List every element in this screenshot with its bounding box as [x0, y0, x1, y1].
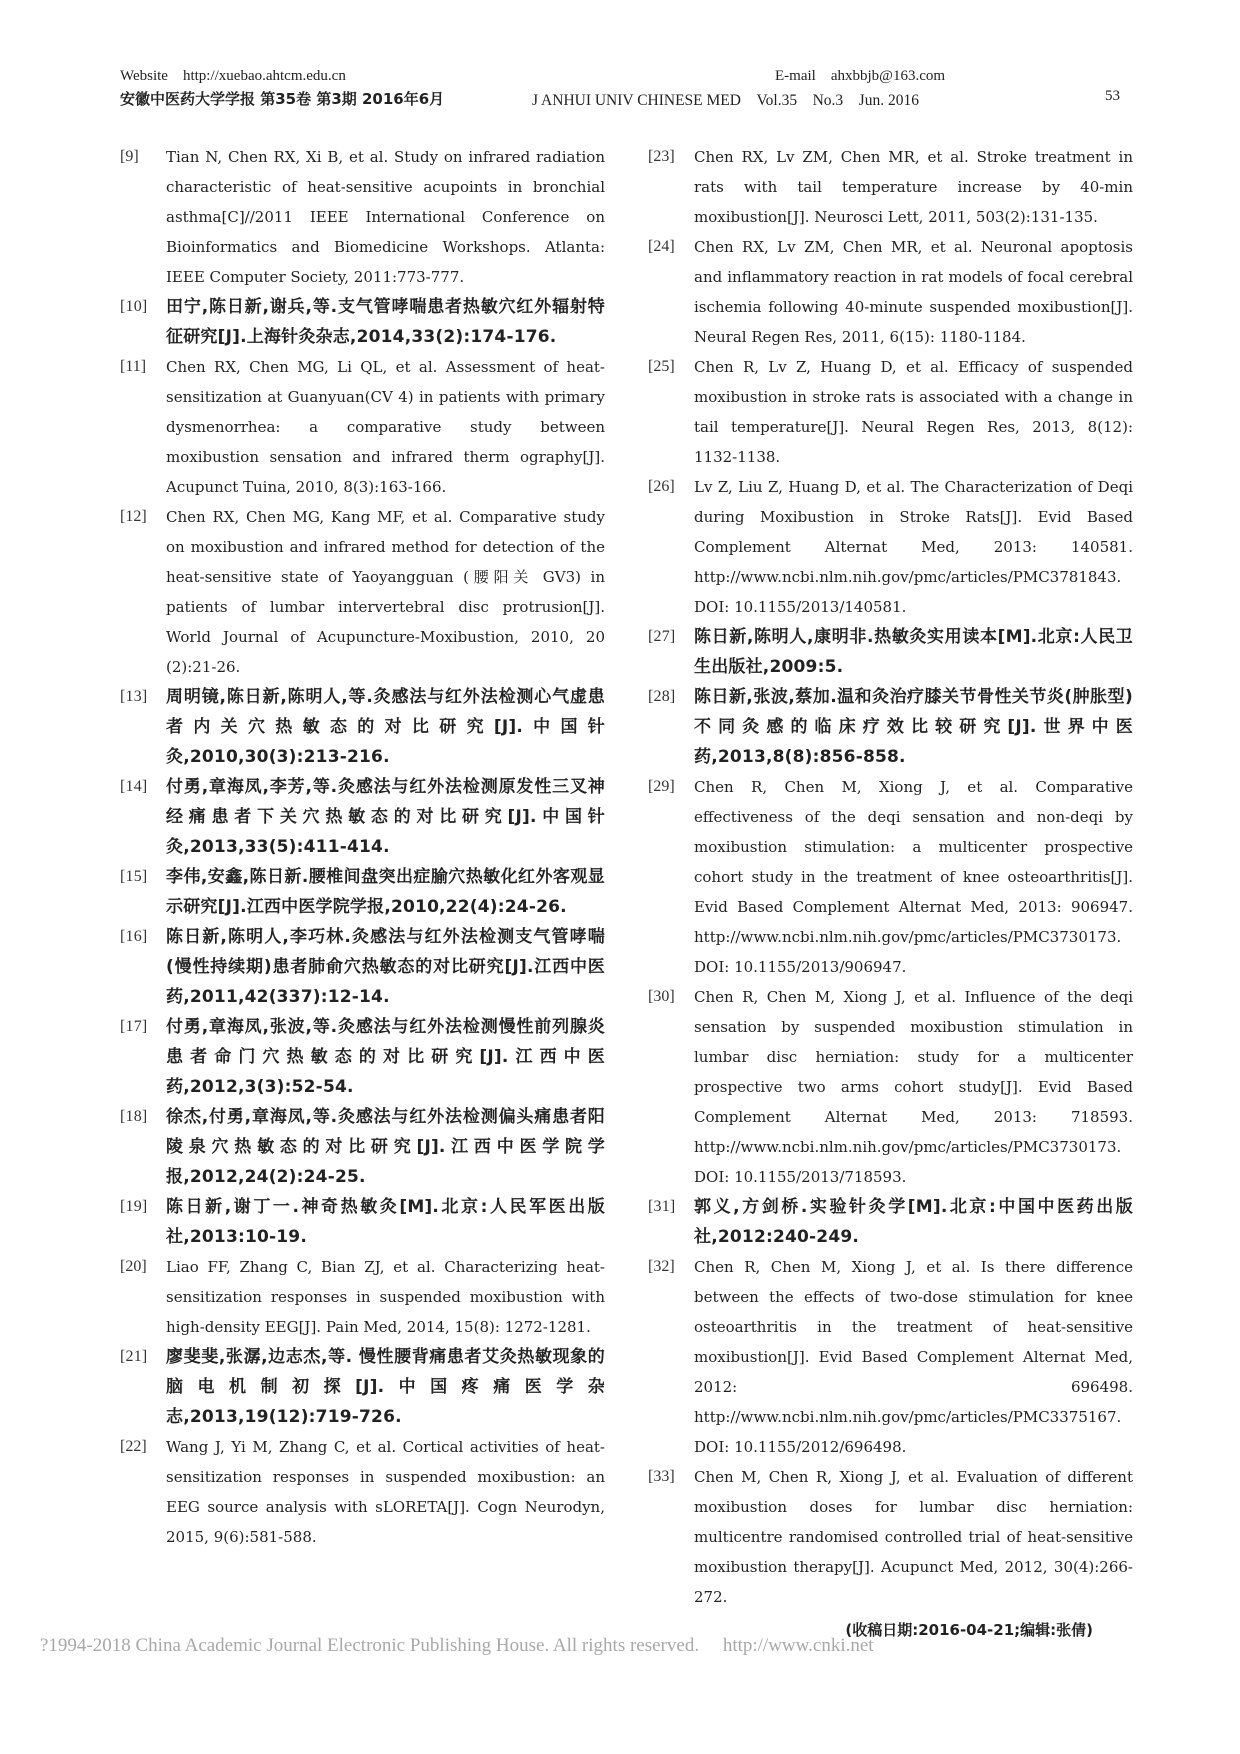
reference-number: [32] [648, 1258, 675, 1275]
reference-entry [648, 622, 1133, 682]
journal-email[interactable]: E-mail ahxbbjb@163.com [775, 68, 946, 84]
reference-text: Chen R, Chen M, Xiong J, et al. Is there difference between the effects of two-dose stimulation for knee osteoarthritis in the treatment of heat-sensitive moxibustion[J]. Evid Based Complement Alternat Med, 2012: 696498. http://www.ncbi.nlm.nih.gov/pmc/articles/PMC3375167. DOI: 10.1155/2012/696498. [694, 1258, 1133, 1456]
reference-text: Wang J, Yi M, Zhang C, et al. Cortical activities of heat-sensitization responses in suspended moxibustion: an EEG source analysis with sLORETA[J]. Cogn Neurodyn, 2015, 9(6):581-588. [166, 1438, 605, 1546]
reference-number: [13] [120, 688, 148, 705]
reference-entry [120, 1342, 605, 1432]
reference-text: 陈日新,谢丁一.神奇热敏灸[M].北京:人民军医出版社,2013:10-19. [166, 1197, 605, 1247]
reference-entry [120, 922, 605, 1012]
reference-entry [120, 772, 605, 862]
reference-text: Liao FF, Zhang C, Bian ZJ, et al. Characterizing heat-sensitization responses in suspended moxibustion with high-density EEG[J]. Pain Med, 2014, 15(8): 1272-1281. [166, 1258, 605, 1336]
reference-entry [648, 472, 1133, 622]
reference-text: 陈日新,陈明人,李巧林.灸感法与红外法检测支气管哮喘(慢性持续期)患者肺俞穴热敏态的对比研究[J].江西中医药,2011,42(337):12-14. [166, 927, 605, 1007]
reference-number: [17] [120, 1018, 148, 1035]
reference-entry [120, 862, 605, 922]
reference-text: Chen RX, Chen MG, Kang MF, et al. Comparative study on moxibustion and infrared method for detection of the heat-sensitive state of Yaoyangguan (腰阳关 GV3) in patients of lumbar intervertebral disc protrusion[J]. World Journal of Acupuncture-Moxibustion, 2010, 20 (2):21-26. [166, 508, 605, 676]
header-journal-row [120, 88, 1120, 112]
reference-entry [120, 292, 605, 352]
reference-text: Lv Z, Liu Z, Huang D, et al. The Characterization of Deqi during Moxibustion in Stroke Rats[J]. Evid Based Complement Alternat Med, 2013: 140581. http://www.ncbi.nlm.nih.gov/pmc/articles/PMC3781843. DOI: 10.1155/2013/140581. [694, 478, 1133, 616]
reference-number: [9] [120, 148, 139, 165]
reference-entry [120, 1192, 605, 1252]
reference-number: [24] [648, 238, 675, 255]
reference-number: [28] [648, 688, 676, 705]
reference-entry [648, 1462, 1133, 1612]
reference-entry [120, 1012, 605, 1102]
reference-text: Chen M, Chen R, Xiong J, et al. Evaluation of different moxibustion doses for lumbar disc herniation: multicentre randomised controlled trial of heat-sensitive moxibustion therapy[J]. Acupunct Med, 2012, 30(4):266-272. [694, 1468, 1133, 1606]
reference-number: [10] [120, 298, 148, 315]
reference-text: Tian N, Chen RX, Xi B, et al. Study on infrared radiation characteristic of heat-sensitive acupoints in bronchial asthma[C]//2011 IEEE International Conference on Bioinformatics and Biomedicine Workshops. Atlanta: IEEE Computer Society, 2011:773-777. [166, 148, 605, 286]
reference-entry [648, 142, 1133, 232]
reference-entry [120, 142, 605, 292]
reference-number: [29] [648, 778, 675, 795]
reference-entry [648, 352, 1133, 472]
reference-entry [120, 352, 605, 502]
reference-number: [31] [648, 1198, 676, 1215]
reference-text: Chen RX, Chen MG, Li QL, et al. Assessment of heat-sensitization at Guanyuan(CV 4) in patients with primary dysmenorrhea: a comparative study between moxibustion sensation and infrared therm ography[J]. Acupunct Tuina, 2010, 8(3):163-166. [166, 358, 605, 496]
reference-entry [648, 772, 1133, 982]
reference-number: [25] [648, 358, 675, 375]
header-contact-row [120, 64, 1120, 86]
reference-text: 陈日新,陈明人,康明非.热敏灸实用读本[M].北京:人民卫生出版社,2009:5. [694, 627, 1133, 677]
reference-number: [18] [120, 1108, 148, 1125]
reference-text: 徐杰,付勇,章海凤,等.灸感法与红外法检测偏头痛患者阳陵泉穴热敏态的对比研究[J].江西中医学院学报,2012,24(2):24-25. [166, 1107, 605, 1187]
reference-text: 李伟,安鑫,陈日新.腰椎间盘突出症腧穴热敏化红外客观显示研究[J].江西中医学院学报,2010,22(4):24-26. [166, 867, 605, 917]
reference-entry [120, 1432, 605, 1552]
reference-text: Chen RX, Lv ZM, Chen MR, et al. Neuronal apoptosis and inflammatory reaction in rat models of focal cerebral ischemia following 40-minute suspended moxibustion[J]. Neural Regen Res, 2011, 6(15): 1180-1184. [694, 238, 1133, 346]
reference-number: [15] [120, 868, 148, 885]
reference-entry [648, 1252, 1133, 1462]
reference-number: [22] [120, 1438, 147, 1455]
reference-text: Chen R, Chen M, Xiong J, et al. Comparative effectiveness of the deqi sensation and non-deqi by moxibustion stimulation: a multicenter prospective cohort study in the treatment of knee osteoarthritis[J]. Evid Based Complement Alternat Med, 2013: 906947. http://www.ncbi.nlm.nih.gov/pmc/articles/PMC3730173. DOI: 10.1155/2013/906947. [694, 778, 1133, 976]
reference-text: 田宁,陈日新,谢兵,等.支气管哮喘患者热敏穴红外辐射特征研究[J].上海针灸杂志,2014,33(2):174-176. [166, 297, 605, 347]
references-left-column [120, 142, 605, 1552]
reference-number: [33] [648, 1468, 675, 1485]
reference-number: [30] [648, 988, 675, 1005]
journal-title-english: J ANHUI UNIV CHINESE MED Vol.35 No.3 Jun. 2016 [532, 92, 919, 109]
reference-entry [648, 682, 1133, 772]
page-number: 53 [1105, 88, 1120, 104]
reference-entry [648, 982, 1133, 1192]
reference-number: [14] [120, 778, 148, 795]
received-date-note: (收稿日期:2016-04-21;编辑:张倩) [845, 1621, 1093, 1639]
reference-number: [20] [120, 1258, 147, 1275]
reference-text: 郭义,方剑桥.实验针灸学[M].北京:中国中医药出版社,2012:240-249. [694, 1197, 1133, 1247]
reference-text: Chen RX, Lv ZM, Chen MR, et al. Stroke treatment in rats with tail temperature increase by 40-min moxibustion[J]. Neurosci Lett, 2011, 503(2):131-135. [694, 148, 1133, 226]
reference-entry [648, 232, 1133, 352]
reference-number: [26] [648, 478, 675, 495]
reference-number: [21] [120, 1348, 148, 1365]
reference-text: 周明镜,陈日新,陈明人,等.灸感法与红外法检测心气虚患者内关穴热敏态的对比研究[J].中国针灸,2010,30(3):213-216. [166, 687, 605, 767]
reference-text: Chen R, Chen M, Xiong J, et al. Influence of the deqi sensation by suspended moxibustion stimulation in lumbar disc herniation: study for a multicenter prospective two arms cohort study[J]. Evid Based Complement Alternat Med, 2013: 718593. http://www.ncbi.nlm.nih.gov/pmc/articles/PMC3730173. DOI: 10.1155/2013/718593. [694, 988, 1133, 1186]
copyright-footer: ?1994-2018 China Academic Journal Electronic Publishing House. All rights reserved. http://www.cnki.net [40, 1635, 874, 1656]
reference-entry [648, 1192, 1133, 1252]
reference-text: Chen R, Lv Z, Huang D, et al. Efficacy of suspended moxibustion in stroke rats is associated with a change in tail temperature[J]. Neural Regen Res, 2013, 8(12): 1132-1138. [694, 358, 1133, 466]
reference-number: [19] [120, 1198, 148, 1215]
references-right-column [648, 142, 1133, 1644]
journal-title-chinese: 安徽中医药大学学报 第35卷 第3期 2016年6月 [120, 90, 445, 108]
journal-website[interactable]: Website http://xuebao.ahtcm.edu.cn [120, 68, 346, 84]
reference-entry [120, 1252, 605, 1342]
reference-entry [120, 1102, 605, 1192]
reference-entry [120, 502, 605, 682]
reference-number: [12] [120, 508, 147, 525]
running-header [120, 64, 1120, 116]
reference-text: 廖斐斐,张潺,边志杰,等. 慢性腰背痛患者艾灸热敏现象的脑电机制初探[J].中国疼痛医学杂志,2013,19(12):719-726. [166, 1347, 605, 1427]
reference-text: 付勇,章海凤,张波,等.灸感法与红外法检测慢性前列腺炎患者命门穴热敏态的对比研究[J].江西中医药,2012,3(3):52-54. [166, 1017, 605, 1097]
reference-entry [120, 682, 605, 772]
reference-text: 付勇,章海凤,李芳,等.灸感法与红外法检测原发性三叉神经痛患者下关穴热敏态的对比研究[J].中国针灸,2013,33(5):411-414. [166, 777, 605, 857]
reference-text: 陈日新,张波,蔡加.温和灸治疗膝关节骨性关节炎(肿胀型)不同灸感的临床疗效比较研究[J].世界中医药,2013,8(8):856-858. [694, 687, 1133, 767]
reference-number: [11] [120, 358, 147, 375]
reference-number: [23] [648, 148, 675, 165]
reference-number: [27] [648, 628, 676, 645]
reference-number: [16] [120, 928, 148, 945]
